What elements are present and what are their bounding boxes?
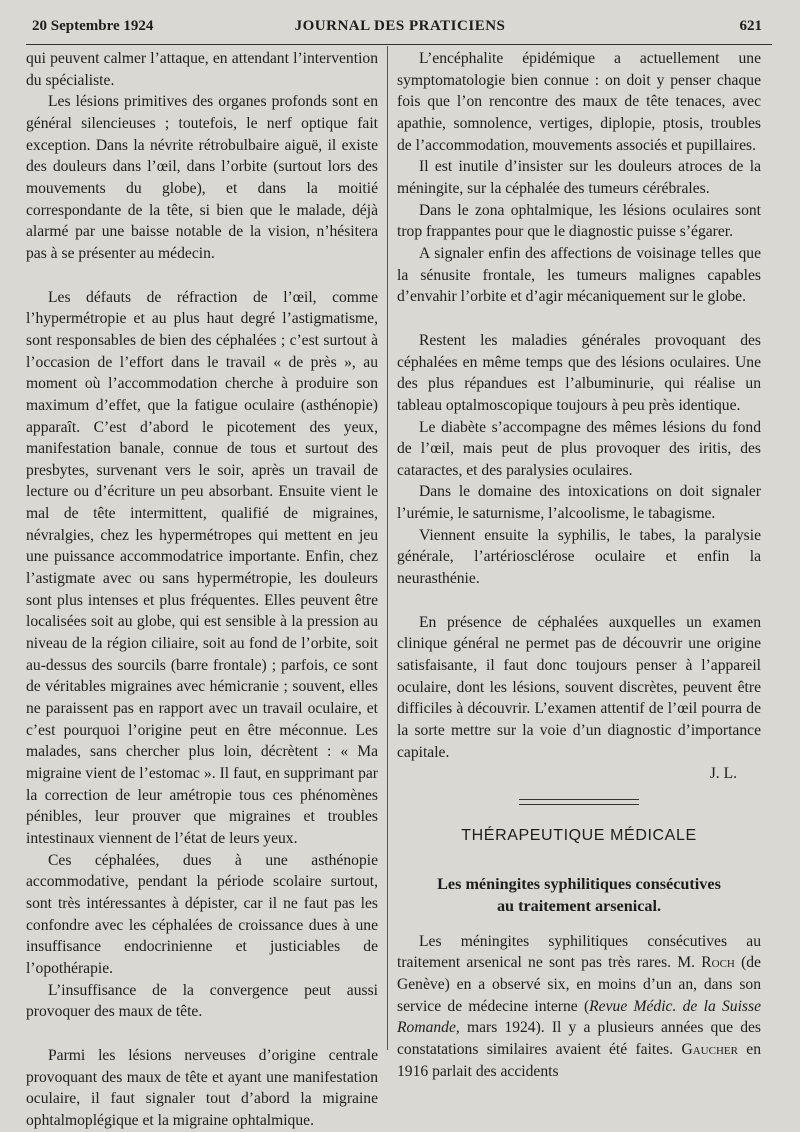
article-title-line-2: au traitement arsenical.: [496, 896, 662, 915]
paragraph: Il est inutile d’insister sur les douleurs atroces de la méningite, sur la céphalée des tumeurs cérébrales.: [397, 158, 761, 197]
header-page-number: 621: [739, 18, 762, 34]
column-divider: [387, 46, 388, 1050]
paragraph: L’insuffisance de la convergence peut aussi provoquer des maux de tête.: [26, 981, 378, 1021]
paragraph: qui peuvent calmer l’attaque, en attendant l’intervention du spécialiste.: [26, 50, 378, 89]
paragraph: Dans le domaine des intoxications on doit signaler l’urémie, le saturnisme, l’alcoolisme, le tabagisme.: [397, 483, 761, 523]
journal-citation: Revue Médic. de la Suisse Romande,: [397, 997, 761, 1037]
running-header: [32, 18, 768, 40]
author-signature: J. L.: [709, 765, 737, 783]
header-journal-title: JOURNAL DES PRATICIENS: [294, 18, 506, 34]
paragraph: Ces céphalées, dues à une asthénopie accommodative, pendant la période scolaire surtout, sont très intéressantes à dépister, car il ne faut pas les confondre avec les céphalées de croissance dues à une insuffisance endocrinienne et justiciables de l’opothérapie.: [26, 851, 378, 977]
paragraph: A signaler enfin des affections de voisinage telles que la sénusite frontale, les tumeurs malignes capables d’envahir l’orbite et d’agir mécaniquement sur le globe.: [397, 244, 761, 306]
paragraph: L’encéphalite épidémique a actuellement une symptomatologie bien connue : on doit y penser chaque fois que l’on rencontre des maux de tête tenaces, avec apathie, somnolence, vertiges, diplopie, ptosis, troubles de l’accommodation, mouvements associés et pupillaires.: [397, 50, 761, 154]
right-column: [397, 48, 761, 1082]
paragraph: Le diabète s’accompagne des mêmes lésions du fond de l’œil, mais peut de plus provoquer des iritis, des cataractes, et des paralysies oculaires.: [397, 418, 761, 479]
header-date: 20 Septembre 1924: [32, 18, 154, 34]
author-name: Roch: [701, 954, 735, 972]
paragraph: Les lésions primitives des organes profonds sont en général silencieuses ; toutefois, le nerf optique fait exception. Dans la névrite rétrobulbaire aiguë, il existe des douleurs dans l’œil, dans l’orbite (surtout lors des mouvements du globe), et dans la moitié correspondante de la tête, si bien que le malade, déjà alarmé par une baisse notable de la vision, n’hésitera pas à se présenter au médecin.: [26, 93, 378, 262]
paragraph: Viennent ensuite la syphilis, le tabes, la paralysie générale, l’artériosclérose oculaire et enfin la neurasthénie.: [397, 526, 761, 588]
article-paragraph: [397, 931, 761, 1083]
article-title: [397, 873, 761, 917]
paragraph: Dans le zona ophtalmique, les lésions oculaires sont trop frappantes pour que le diagnostic puisse s’égarer.: [397, 201, 761, 241]
text-run: Les méningites syphilitiques consécutives au traitement arsenical ne sont pas très rares. M.: [397, 932, 761, 972]
paragraph: Les défauts de réfraction de l’œil, comme l’hypermétropie et au plus haut degré l’astigmatisme, sont responsables de bien des céphalées ; c’est surtout à l’occasion de l’effort dans le travail « de près », au moment où l’accommodation cherche à produire son maximum d’effet, que la fatigue oculaire (asthénopie) apparaît. C’est d’abord le picotement des yeux, manifestation banale, connue de tous et surtout des presbytes, survenant vers le soir, après un travail de lecture ou d’écriture un peu absorbant. Ensuite vient le mal de tête intermittent, qualifié de migraines, névralgies, chez les hypermétropes qui mettent en jeu une puissance accommodatrice importante. Enfin, chez l’astigmate avec ou sans hypermétropie, les douleurs sont plus intenses et plus fréquentes. Elles peuvent être localisées soit au globe, qui est sensible à la pression au niveau de la région ciliaire, soit au fond de l’orbite, soit au-dessus des sourcils (barre frontale) ; parfois, ce sont de véritables migraines avec hémicranie ; souvent, elles ne paraissent pas en rapport avec un travail oculaire, et c’est pourquoi l’origine peut en être méconnue. Les malades, sans chercher plus loin, décrètent : « Ma migraine vient de l’estomac ». Il faut, en supprimant par la correction de leur amétropie tous ces phénomènes pénibles, leur prouver que migraines et troubles intestinaux viennent de l’état de leurs yeux.: [26, 288, 378, 847]
section-separator: [519, 799, 639, 805]
text-run: (de Genève) en a observé six, en moins d’un an, dans son service de médecine interne (: [397, 954, 761, 1015]
article-title-line-1: Les méningites syphilitiques consécutives: [437, 874, 721, 893]
left-column: [26, 48, 378, 1132]
text-run: mars 1924). Il y a plusieurs années que des constatations similaires avaient été faites.: [397, 1019, 761, 1058]
paragraph: Restent les maladies générales provoquant des céphalées en même temps que des lésions oculaires. Une des plus répandues est l’albuminurie, qui réalise un tableau optalmoscopique toujours à peu près identique.: [397, 331, 761, 414]
section-title: THÉRAPEUTIQUE MÉDICALE: [461, 827, 697, 844]
author-name: Gaucher: [681, 1040, 738, 1058]
paragraph: Parmi les lésions nerveuses d’origine centrale provoquant des maux de tête et ayant une manifestation oculaire, il faut signaler tout d’abord la migraine ophtalmoplégique et la migraine ophtalmique.: [26, 1046, 378, 1129]
paragraph: En présence de céphalées auxquelles un examen clinique général ne permet pas de découvrir une origine satisfaisante, il faut donc toujours penser à l’appareil oculaire, dont les lésions, souvent discrètes, peuvent être difficiles à découvrir. L’examen attentif de l’œil pourra de la sorte mettre sur la voie d’un diagnostic d’importance capitale.: [397, 613, 761, 761]
text-run: en 1916 parlait des accidents: [397, 1040, 761, 1080]
header-rule: [26, 44, 772, 45]
